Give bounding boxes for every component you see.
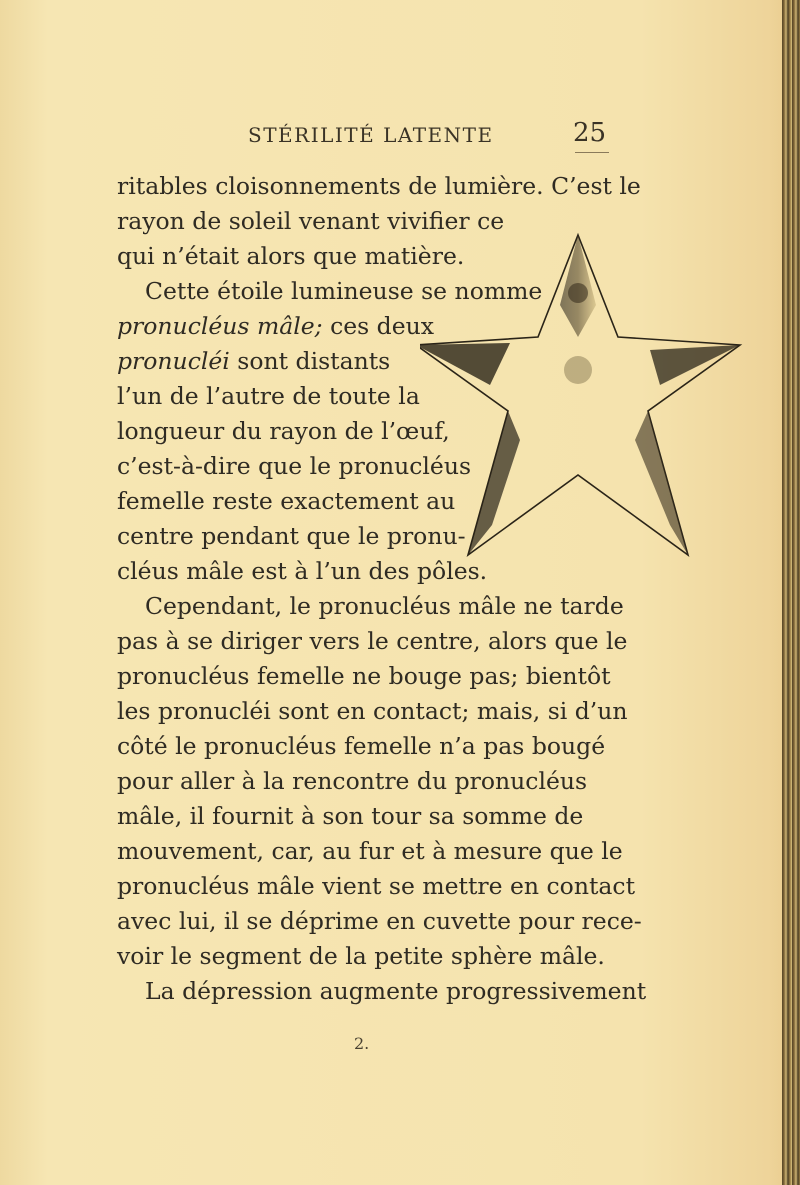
text-line: l’un de l’autre de toute la — [117, 382, 420, 410]
star-illustration — [420, 225, 765, 570]
text-line: La dépression augmente progressivement — [145, 977, 647, 1005]
text-line: avec lui, il se déprime en cuvette pour rece- — [117, 907, 642, 935]
text-line: pas à se diriger vers le centre, alors que le — [117, 627, 628, 655]
star-top-mark — [568, 283, 588, 303]
star-shading-lower-right — [635, 411, 688, 555]
text-line: pronucléus mâle; ces deux — [117, 312, 435, 340]
text-line: rayon de soleil venant vivifier ce — [117, 207, 505, 235]
star-shading-right — [650, 345, 740, 385]
text-line: mâle, il fournit à son tour sa somme de — [117, 802, 584, 830]
text-line: côté le pronucléus femelle n’a pas bougé — [117, 732, 606, 760]
text-line: Cependant, le pronucléus mâle ne tarde — [145, 592, 624, 620]
text-line: voir le segment de la petite sphère mâle. — [117, 942, 605, 970]
text-line: c’est-à-dire que le pronucléus — [117, 452, 472, 480]
book-spine-edge — [782, 0, 800, 1185]
star-center-mark — [564, 356, 592, 384]
text-line: mouvement, car, au fur et à mesure que le — [117, 837, 623, 865]
printer-signature: 2. — [354, 1034, 370, 1053]
italic-term: pronucléus mâle; — [117, 312, 323, 340]
text-line: cléus mâle est à l’un des pôles. — [117, 557, 488, 585]
italic-term: pronucléi — [117, 347, 230, 375]
header-rule — [575, 152, 609, 153]
star-shading-left — [420, 343, 510, 385]
text-line: centre pendant que le pronu- — [117, 522, 466, 550]
page-number: 25 — [573, 118, 607, 148]
star-shading-lower-left — [468, 411, 520, 555]
text-line: pronucléi sont distants — [117, 347, 391, 375]
text-line: femelle reste exactement au — [117, 487, 456, 515]
text-line: qui n’était alors que matière. — [117, 242, 465, 270]
text-line: ritables cloisonnements de lumière. C’est le — [117, 172, 641, 200]
text-line: pronucléus femelle ne bouge pas; bientôt — [117, 662, 611, 690]
text-line: pour aller à la rencontre du pronucléus — [117, 767, 588, 795]
text-line: pronucléus mâle vient se mettre en contact — [117, 872, 636, 900]
text-line: Cette étoile lumineuse se nomme — [145, 277, 543, 305]
text-line: longueur du rayon de l’œuf, — [117, 417, 450, 445]
text-line: les pronucléi sont en contact; mais, si d’un — [117, 697, 628, 725]
running-title: STÉRILITÉ LATENTE — [248, 123, 494, 147]
